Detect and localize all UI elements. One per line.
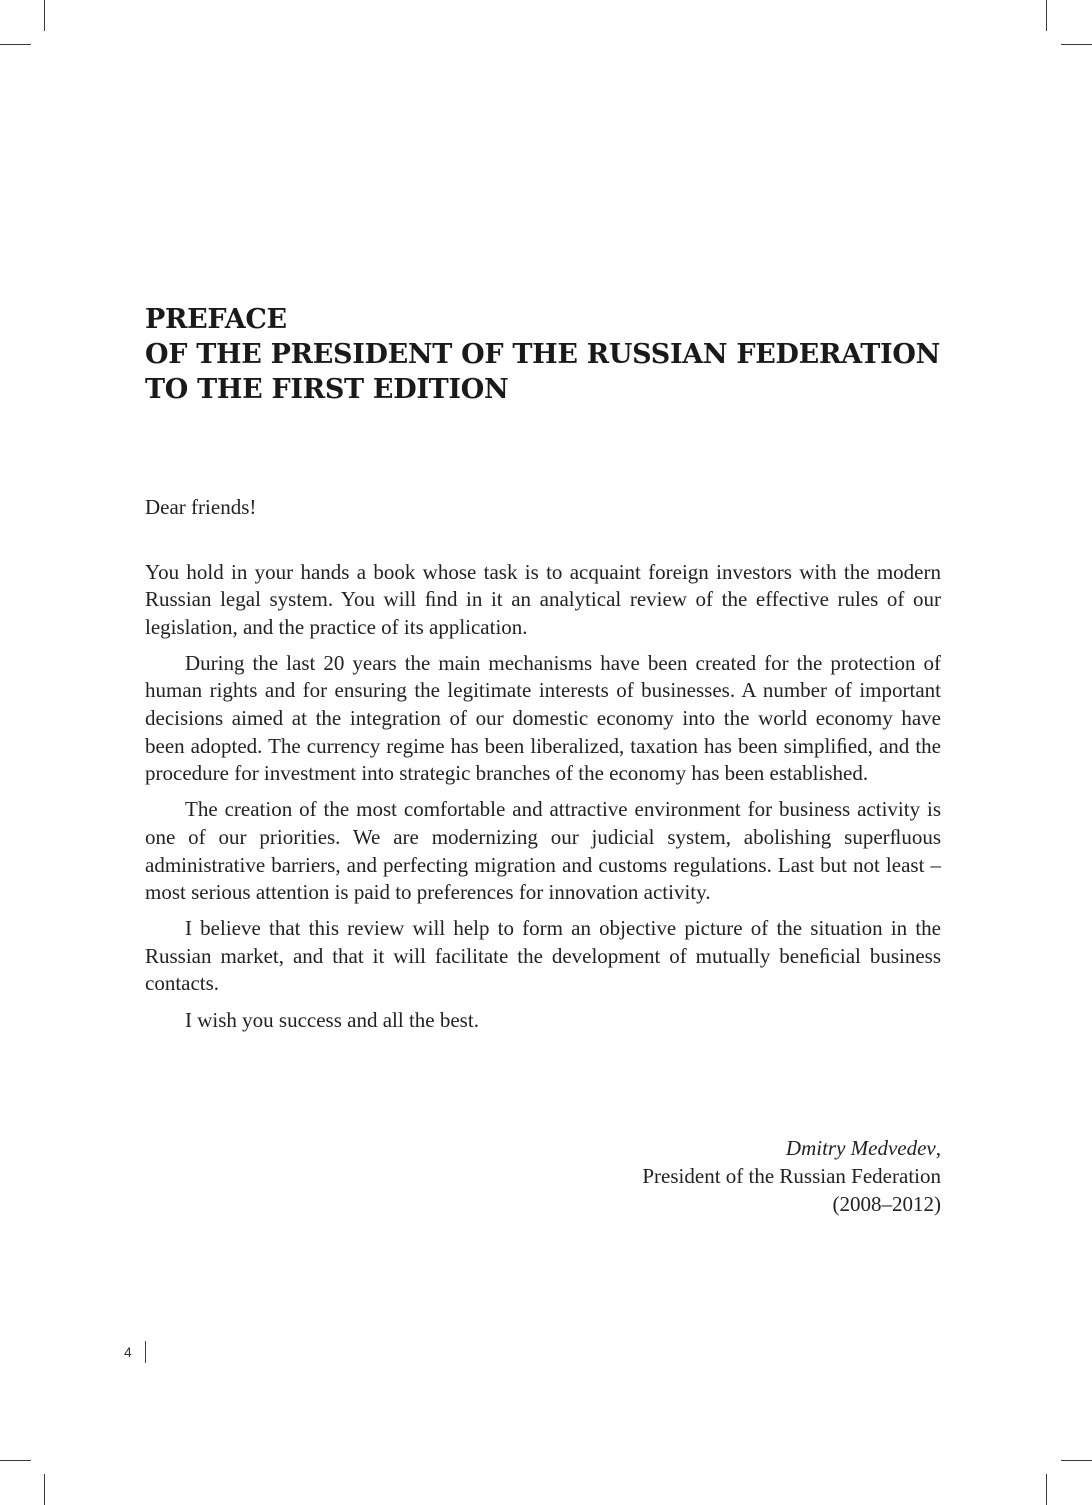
page-title xyxy=(145,302,945,407)
crop-mark-top-right-horizontal xyxy=(1061,44,1092,45)
signatory-name: Dmitry Medvedev xyxy=(785,1136,936,1160)
signature-block xyxy=(545,1134,941,1218)
paragraph-2: During the last 20 years the main mechanisms have been created for the protection of human rights and for ensuring the legitimate interests of businesses. A number of important decisions aimed at the integration of our domestic economy into the world economy have been adopted. The currency regime has been liberalized, taxation has been simpliﬁed, and the procedure for investment into strategic branches of the economy has been established. xyxy=(145,650,941,786)
crop-mark-bottom-right-vertical xyxy=(1046,1474,1047,1505)
paragraph-1: You hold in your hands a book whose task is to acquaint foreign investors with the modern Russian legal system. You will ﬁnd in it an analytical review of the effective rules of our legislation, and the practice of its application. xyxy=(145,559,941,639)
page-number-rule xyxy=(145,1341,146,1363)
page-number: 4 xyxy=(124,1344,132,1360)
crop-mark-top-left-horizontal xyxy=(0,44,31,45)
crop-mark-bottom-left-vertical xyxy=(44,1474,45,1505)
letter-body xyxy=(145,494,941,1043)
signature-name-line xyxy=(545,1134,941,1162)
crop-mark-bottom-right-horizontal xyxy=(1061,1460,1092,1461)
signatory-term: (2008–2012) xyxy=(832,1192,941,1216)
title-line-2: OF THE PRESIDENT OF THE RUSSIAN FEDERATION xyxy=(145,339,940,370)
signatory-name-suffix: , xyxy=(935,1136,941,1160)
title-line-3: TO THE FIRST EDITION xyxy=(145,374,509,405)
paragraph-3: The creation of the most comfortable and attractive environment for business activity is one of our priorities. We are modernizing our judicial system, abolishing superﬂuous administrative barriers, and perfecting migration and customs regulations. Last but not least – most serious attention is paid to preferences for innovation activity. xyxy=(145,797,941,905)
signatory-title: President of the Russian Federation xyxy=(642,1164,941,1188)
salutation: Dear friends! xyxy=(145,495,257,519)
paragraph-4: I believe that this review will help to form an objective picture of the situation in the Russian market, and that it will facilitate the development of mutually beneﬁcial business contacts. xyxy=(145,916,941,996)
crop-mark-bottom-left-horizontal xyxy=(0,1460,31,1461)
crop-mark-top-right-vertical xyxy=(1046,0,1047,31)
paragraph-5: I wish you success and all the best. xyxy=(185,1007,479,1032)
title-line-1: PREFACE xyxy=(145,304,287,335)
crop-mark-top-left-vertical xyxy=(44,0,45,31)
